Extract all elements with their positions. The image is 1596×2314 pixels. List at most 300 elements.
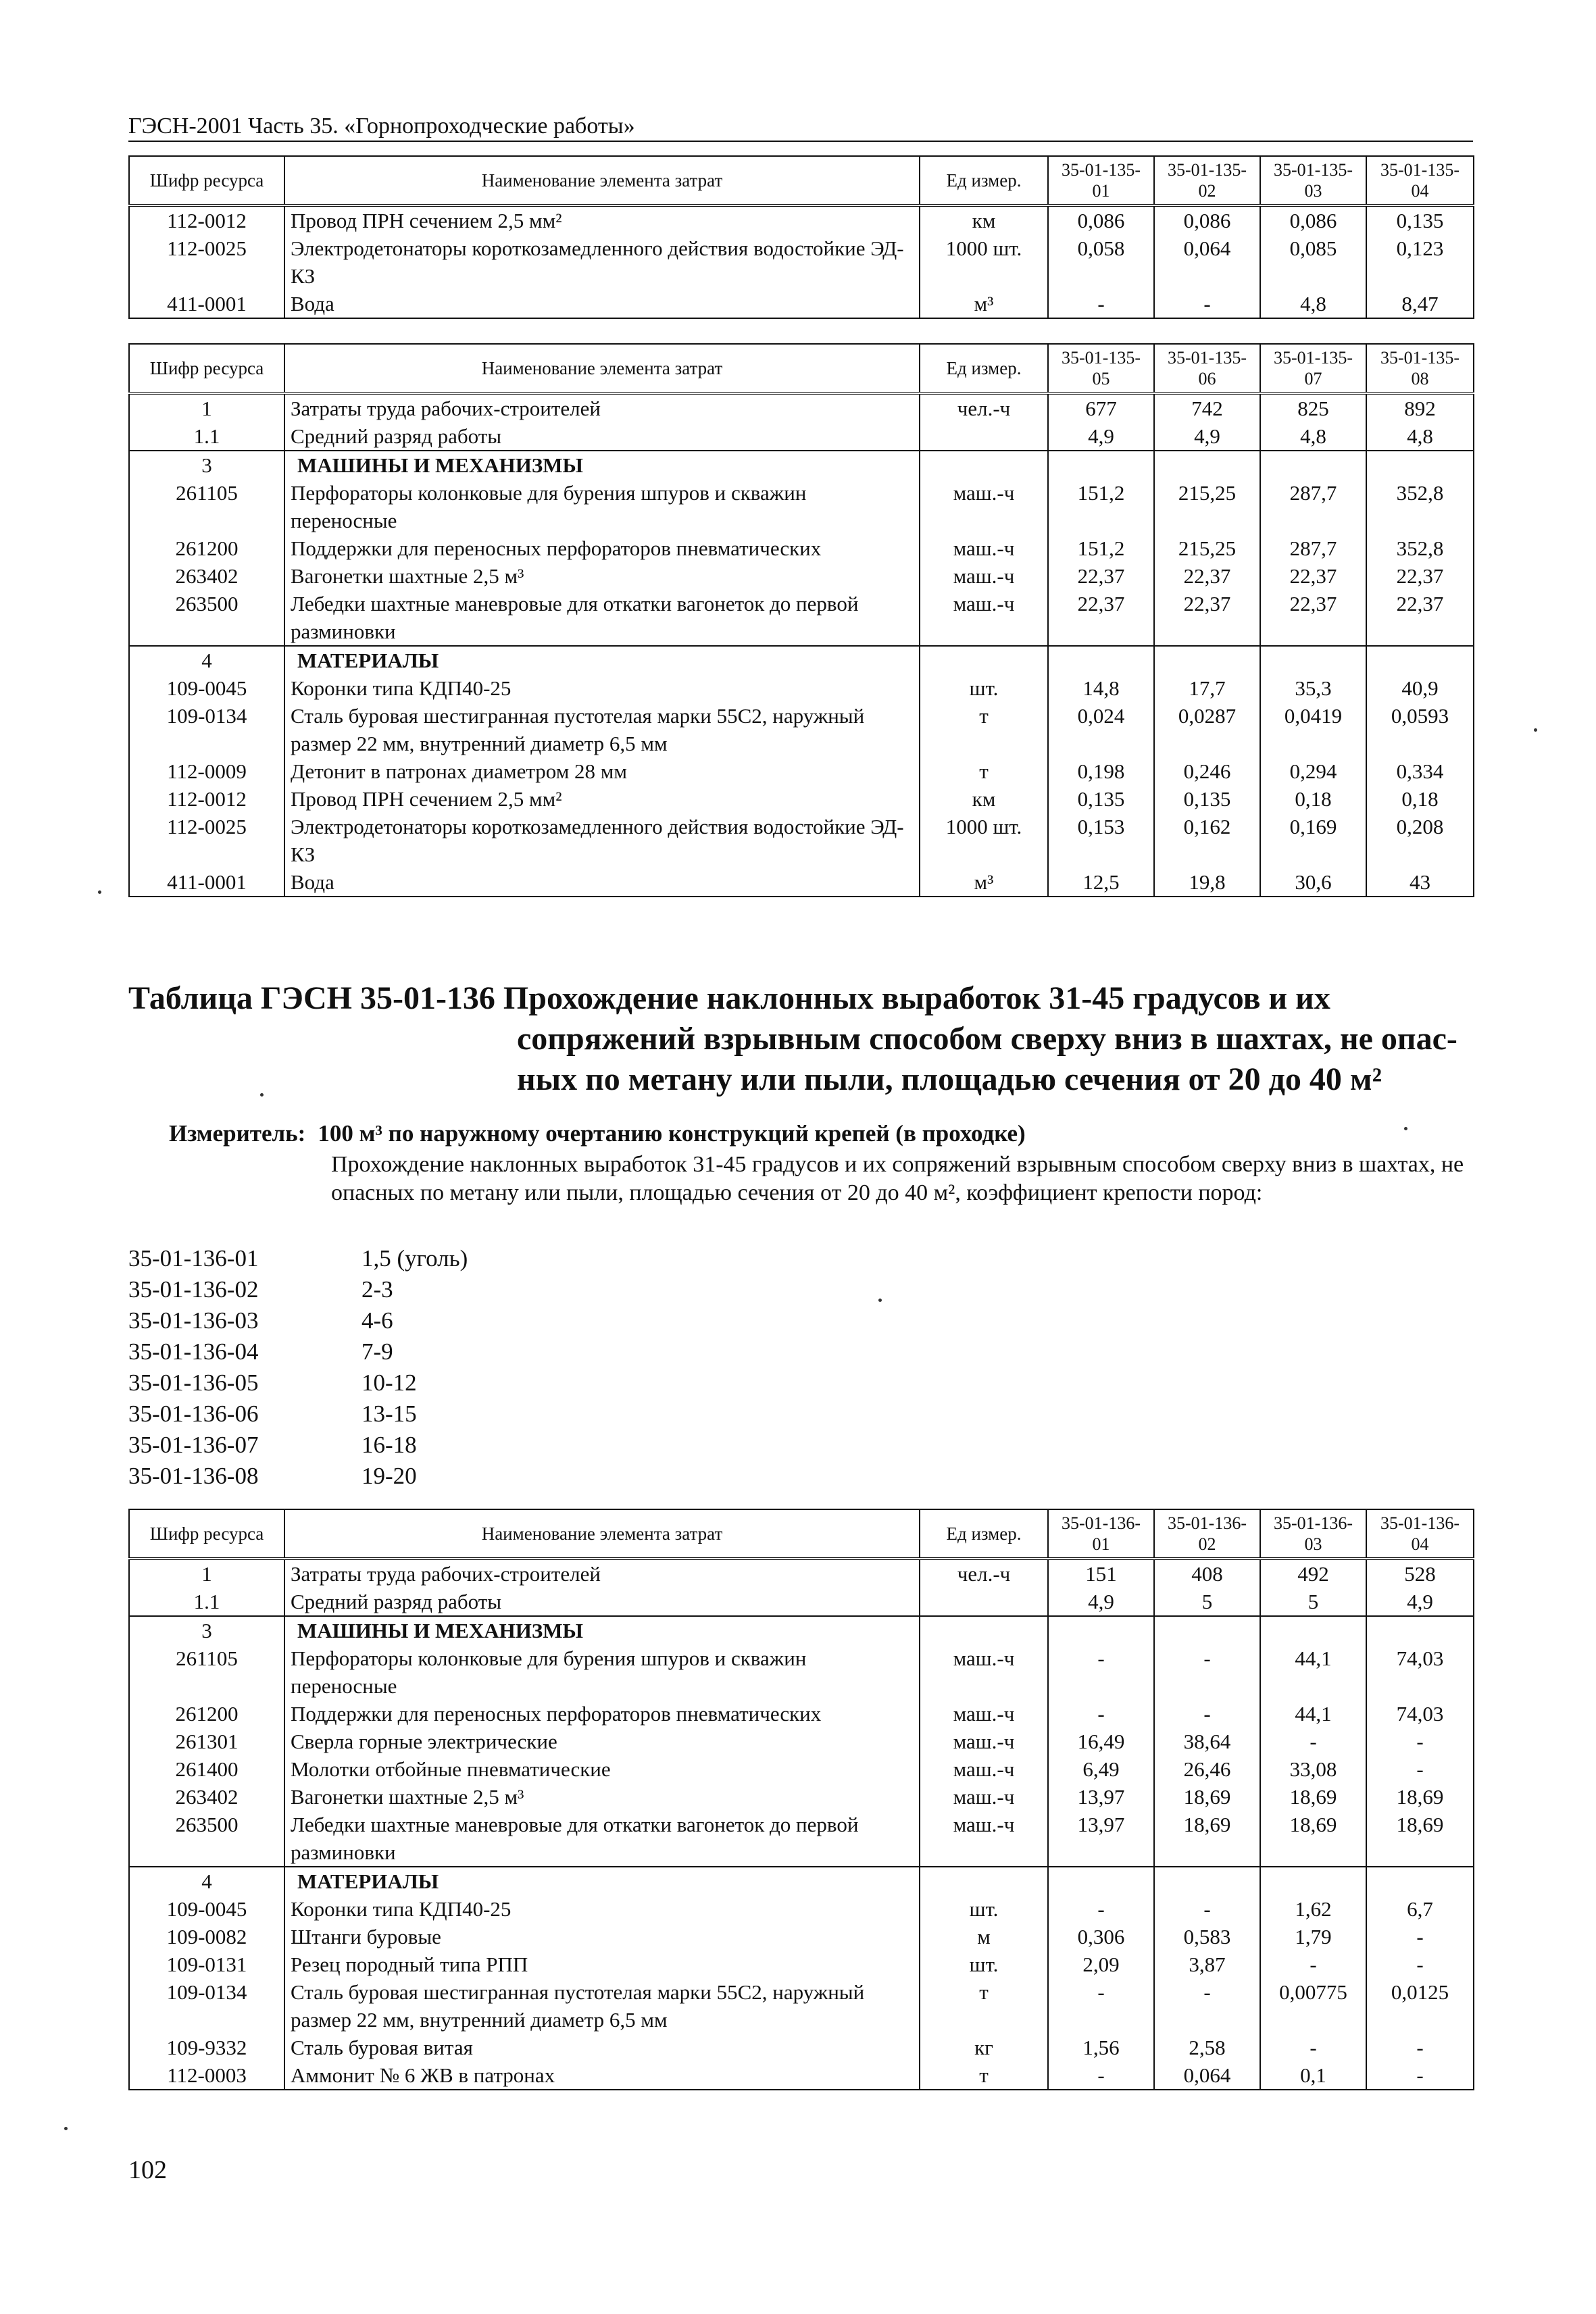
norm-value: 2,58: [1154, 2034, 1260, 2061]
norm-value: [1048, 646, 1154, 674]
norm-value: [1260, 646, 1366, 674]
rock-hardness: 2-3: [361, 1276, 393, 1303]
norm-value: [1048, 1616, 1154, 1644]
norm-value: 0,064: [1154, 234, 1260, 290]
norm-value: 0,024: [1048, 702, 1154, 757]
code-list-item: [128, 1367, 468, 1399]
scan-speck: [878, 1299, 882, 1302]
norm-value: 44,1: [1260, 1700, 1366, 1728]
norm-value: -: [1260, 1728, 1366, 1755]
code-list-item: [128, 1430, 468, 1461]
norm-value: 151: [1048, 1559, 1154, 1588]
resource-name: Сталь буровая шестигранная пустотелая марки 55С2, наружный размер 22 мм, внутренний диаметр 6,5 мм: [284, 1978, 920, 2034]
col-header-unit: Ед измер.: [920, 156, 1048, 205]
norm-value: 18,69: [1154, 1811, 1260, 1867]
resource-name: Электродетонаторы короткозамедленного действия водостойкие ЭД-КЗ: [284, 234, 920, 290]
norm-value: 0,246: [1154, 757, 1260, 785]
norm-value: 8,47: [1366, 290, 1474, 318]
resource-name: Перфораторы колонковые для бурения шпуров и скважин переносные: [284, 1644, 920, 1700]
section-title: МАТЕРИАЛЫ: [284, 646, 920, 674]
col-header-unit: Ед измер.: [920, 1509, 1048, 1559]
norm-value: 0,086: [1154, 205, 1260, 234]
norm-value: 4,9: [1048, 422, 1154, 451]
table-row: [129, 1895, 1474, 1923]
table-row: [129, 785, 1474, 813]
col-header-norm: 35-01-135-08: [1366, 344, 1474, 393]
norm-code: 35-01-136-03: [128, 1307, 259, 1334]
norm-value: -: [1366, 2034, 1474, 2061]
norm-value: 0,0287: [1154, 702, 1260, 757]
norm-value: [1154, 451, 1260, 479]
unit: маш.-ч: [920, 590, 1048, 646]
norm-value: [1048, 1867, 1154, 1895]
norm-value: 22,37: [1048, 590, 1154, 646]
norm-value: [1366, 451, 1474, 479]
norm-value: 0,123: [1366, 234, 1474, 290]
norm-value: 528: [1366, 1559, 1474, 1588]
resource-code: 263500: [129, 590, 284, 646]
col-header-code: Шифр ресурса: [129, 156, 284, 205]
unit: [920, 1588, 1048, 1616]
norm-value: 6,49: [1048, 1755, 1154, 1783]
table-row: [129, 205, 1474, 234]
resource-name: Провод ПРН сечением 2,5 мм²: [284, 205, 920, 234]
resource-name: Провод ПРН сечением 2,5 мм²: [284, 785, 920, 813]
table-title: [128, 978, 1480, 1100]
norm-value: 22,37: [1154, 590, 1260, 646]
unit: шт.: [920, 1951, 1048, 1978]
meter-label: Измеритель:: [169, 1120, 306, 1147]
table-row: [129, 1755, 1474, 1783]
norm-value: [1260, 1867, 1366, 1895]
resource-code: 112-0025: [129, 813, 284, 868]
norm-value: 742: [1154, 393, 1260, 422]
norm-value: 0,135: [1366, 205, 1474, 234]
rock-hardness: 10-12: [361, 1369, 417, 1396]
resource-code: 261105: [129, 479, 284, 534]
unit: маш.-ч: [920, 534, 1048, 562]
norm-value: 30,6: [1260, 868, 1366, 897]
code-list-item: [128, 1399, 468, 1430]
norm-value: -: [1048, 1895, 1154, 1923]
col-header-norm: 35-01-135-03: [1260, 156, 1366, 205]
unit: маш.-ч: [920, 1700, 1048, 1728]
resource-code: 109-9332: [129, 2034, 284, 2061]
table-row: [129, 1951, 1474, 1978]
col-header-name: Наименование элемента затрат: [284, 156, 920, 205]
resource-name: Сверла горные электрические: [284, 1728, 920, 1755]
norm-value: -: [1366, 1951, 1474, 1978]
norm-value: [1154, 1616, 1260, 1644]
code-list-item: [128, 1243, 468, 1274]
table-row: [129, 702, 1474, 757]
table-row: [129, 1559, 1474, 1588]
page-header: ГЭСН-2001 Часть 35. «Горнопроходческие работы»: [128, 114, 1473, 142]
table-row: [129, 1978, 1474, 2034]
unit: 1000 шт.: [920, 234, 1048, 290]
resource-name: Средний разряд работы: [284, 422, 920, 451]
norm-value: 825: [1260, 393, 1366, 422]
col-header-unit: Ед измер.: [920, 344, 1048, 393]
table-row: [129, 290, 1474, 318]
resource-name: Затраты труда рабочих-строителей: [284, 1559, 920, 1588]
col-header-norm: 35-01-135-06: [1154, 344, 1260, 393]
norm-value: 1,56: [1048, 2034, 1154, 2061]
resource-code: 263402: [129, 1783, 284, 1811]
resource-name: Коронки типа КДП40-25: [284, 1895, 920, 1923]
norm-value: 0,0593: [1366, 702, 1474, 757]
resource-code: 261400: [129, 1755, 284, 1783]
unit: маш.-ч: [920, 1728, 1048, 1755]
norm-value: -: [1366, 1728, 1474, 1755]
unit: м³: [920, 290, 1048, 318]
norm-value: 0,583: [1154, 1923, 1260, 1951]
meter: [169, 1120, 1026, 1147]
norm-value: 13,97: [1048, 1783, 1154, 1811]
unit: маш.-ч: [920, 1755, 1048, 1783]
resource-code: 109-0082: [129, 1923, 284, 1951]
table-row: [129, 757, 1474, 785]
unit: м³: [920, 868, 1048, 897]
norm-value: 0,306: [1048, 1923, 1154, 1951]
norm-value: 22,37: [1260, 590, 1366, 646]
resource-name: Перфораторы колонковые для бурения шпуров и скважин переносные: [284, 479, 920, 534]
resource-name: Лебедки шахтные маневровые для откатки вагонеток до первой разминовки: [284, 1811, 920, 1867]
norm-value: 4,9: [1154, 422, 1260, 451]
norm-value: 215,25: [1154, 479, 1260, 534]
resource-name: Резец породный типа РПП: [284, 1951, 920, 1978]
resource-code: 109-0045: [129, 674, 284, 702]
resource-name: Лебедки шахтные маневровые для откатки вагонеток до первой разминовки: [284, 590, 920, 646]
page-number: 102: [128, 2156, 167, 2184]
norm-value: 151,2: [1048, 534, 1154, 562]
scan-speck: [64, 2127, 68, 2130]
unit: маш.-ч: [920, 562, 1048, 590]
norm-value: 0,162: [1154, 813, 1260, 868]
norm-value: -: [1366, 2061, 1474, 2090]
meter-value: 100 м³ по наружному очертанию конструкций крепей (в проходке): [318, 1120, 1026, 1147]
norm-value: 22,37: [1366, 562, 1474, 590]
resource-code: 261200: [129, 534, 284, 562]
norm-value: 18,69: [1260, 1811, 1366, 1867]
rock-hardness: 16-18: [361, 1432, 417, 1458]
norm-value: 0,18: [1260, 785, 1366, 813]
table-row: [129, 2034, 1474, 2061]
norm-value: 16,49: [1048, 1728, 1154, 1755]
resource-code: 112-0003: [129, 2061, 284, 2090]
norm-value: 22,37: [1366, 590, 1474, 646]
unit: шт.: [920, 674, 1048, 702]
resource-code: 261301: [129, 1728, 284, 1755]
norm-value: -: [1154, 1895, 1260, 1923]
norm-value: 1,79: [1260, 1923, 1366, 1951]
resource-name: Сталь буровая шестигранная пустотелая марки 55С2, наружный размер 22 мм, внутренний диаметр 6,5 мм: [284, 702, 920, 757]
table-row: [129, 1783, 1474, 1811]
unit: [920, 451, 1048, 479]
resource-code: 112-0012: [129, 785, 284, 813]
norm-value: -: [1154, 290, 1260, 318]
resource-code: 112-0025: [129, 234, 284, 290]
norm-value: 0,153: [1048, 813, 1154, 868]
norm-value: 4,9: [1048, 1588, 1154, 1616]
unit: м: [920, 1923, 1048, 1951]
table-row: [129, 422, 1474, 451]
norm-value: 74,03: [1366, 1644, 1474, 1700]
norm-value: 0,198: [1048, 757, 1154, 785]
col-header-norm: 35-01-136-01: [1048, 1509, 1154, 1559]
table-row: [129, 674, 1474, 702]
resource-code: 261200: [129, 1700, 284, 1728]
resource-name: Вода: [284, 290, 920, 318]
norm-value: 0,1: [1260, 2061, 1366, 2090]
resource-name: Молотки отбойные пневматические: [284, 1755, 920, 1783]
norm-value: 0,0125: [1366, 1978, 1474, 2034]
norm-value: 352,8: [1366, 534, 1474, 562]
table-row: [129, 1588, 1474, 1616]
rock-hardness: 1,5 (уголь): [361, 1245, 468, 1272]
col-header-norm: 35-01-135-05: [1048, 344, 1154, 393]
unit: маш.-ч: [920, 1644, 1048, 1700]
unit: [920, 422, 1048, 451]
resource-code: 109-0045: [129, 1895, 284, 1923]
unit: шт.: [920, 1895, 1048, 1923]
scan-speck: [1404, 1127, 1407, 1130]
resource-code: 411-0001: [129, 868, 284, 897]
unit: [920, 1867, 1048, 1895]
norm-value: 0,18: [1366, 785, 1474, 813]
norm-code: 35-01-136-08: [128, 1463, 259, 1489]
unit: кг: [920, 2034, 1048, 2061]
norm-value: 4,8: [1260, 290, 1366, 318]
norm-value: 18,69: [1366, 1783, 1474, 1811]
norm-value: 408: [1154, 1559, 1260, 1588]
resource-code: 109-0134: [129, 1978, 284, 2034]
norm-code: 35-01-136-06: [128, 1401, 259, 1427]
norm-value: 44,1: [1260, 1644, 1366, 1700]
norm-value: 0,208: [1366, 813, 1474, 868]
resource-code: 3: [129, 1616, 284, 1644]
resource-name: Электродетонаторы короткозамедленного действия водостойкие ЭД-КЗ: [284, 813, 920, 868]
norm-value: 0,064: [1154, 2061, 1260, 2090]
rock-hardness: 19-20: [361, 1463, 417, 1489]
norm-value: -: [1366, 1755, 1474, 1783]
table-row: [129, 1728, 1474, 1755]
resource-code: 109-0134: [129, 702, 284, 757]
norm-value: 43: [1366, 868, 1474, 897]
unit: маш.-ч: [920, 1811, 1048, 1867]
norm-value: 22,37: [1048, 562, 1154, 590]
code-list-item: [128, 1461, 468, 1492]
norm-value: 1,62: [1260, 1895, 1366, 1923]
norm-value: 0,086: [1048, 205, 1154, 234]
norm-value: 677: [1048, 393, 1154, 422]
section-title: МАШИНЫ И МЕХАНИЗМЫ: [284, 451, 920, 479]
section-title: МАШИНЫ И МЕХАНИЗМЫ: [284, 1616, 920, 1644]
table-row: [129, 646, 1474, 674]
norm-code: 35-01-136-01: [128, 1245, 259, 1272]
table-row: [129, 1811, 1474, 1867]
norm-value: 4,8: [1260, 422, 1366, 451]
unit: [920, 646, 1048, 674]
resource-code: 1: [129, 1559, 284, 1588]
resource-name: Коронки типа КДП40-25: [284, 674, 920, 702]
table-row: [129, 590, 1474, 646]
norm-value: 26,46: [1154, 1755, 1260, 1783]
norm-value: 35,3: [1260, 674, 1366, 702]
norm-value: [1366, 1616, 1474, 1644]
norm-value: 2,09: [1048, 1951, 1154, 1978]
norm-value: 287,7: [1260, 479, 1366, 534]
norm-value: 33,08: [1260, 1755, 1366, 1783]
norm-value: 0,00775: [1260, 1978, 1366, 2034]
norm-value: 0,0419: [1260, 702, 1366, 757]
norm-value: 492: [1260, 1559, 1366, 1588]
unit: т: [920, 1978, 1048, 2034]
unit: маш.-ч: [920, 479, 1048, 534]
unit: [920, 1616, 1048, 1644]
col-header-norm: 35-01-135-01: [1048, 156, 1154, 205]
norm-value: [1260, 1616, 1366, 1644]
unit: чел.-ч: [920, 393, 1048, 422]
norm-value: [1154, 646, 1260, 674]
norm-value: 17,7: [1154, 674, 1260, 702]
table-row: [129, 479, 1474, 534]
norm-value: -: [1048, 2061, 1154, 2090]
norm-value: 6,7: [1366, 1895, 1474, 1923]
norm-code: 35-01-136-07: [128, 1432, 259, 1458]
norm-value: [1366, 646, 1474, 674]
code-list-item: [128, 1305, 468, 1336]
unit: км: [920, 205, 1048, 234]
resource-code: 4: [129, 1867, 284, 1895]
table-row: [129, 868, 1474, 897]
resource-code: 3: [129, 451, 284, 479]
resource-name: Детонит в патронах диаметром 28 мм: [284, 757, 920, 785]
col-header-norm: 35-01-136-02: [1154, 1509, 1260, 1559]
norm-value: 0,085: [1260, 234, 1366, 290]
table-title-line-2: сопряжений взрывным способом сверху вниз в шахтах, не опас-: [517, 1021, 1457, 1057]
resource-table-135-05-08: [128, 343, 1474, 897]
norm-value: 0,086: [1260, 205, 1366, 234]
resource-name: Вагонетки шахтные 2,5 м³: [284, 1783, 920, 1811]
norm-value: [1260, 451, 1366, 479]
resource-code: 261105: [129, 1644, 284, 1700]
unit: км: [920, 785, 1048, 813]
table-row: [129, 451, 1474, 479]
norm-value: 287,7: [1260, 534, 1366, 562]
norm-value: 0,135: [1154, 785, 1260, 813]
resource-code: 109-0131: [129, 1951, 284, 1978]
resource-code: 112-0012: [129, 205, 284, 234]
section-title: МАТЕРИАЛЫ: [284, 1867, 920, 1895]
norm-value: 18,69: [1366, 1811, 1474, 1867]
norm-value: [1154, 1867, 1260, 1895]
resource-code: 263500: [129, 1811, 284, 1867]
norm-value: 22,37: [1154, 562, 1260, 590]
scan-speck: [1534, 728, 1537, 732]
norm-value: 151,2: [1048, 479, 1154, 534]
norm-value: -: [1260, 2034, 1366, 2061]
code-list-item: [128, 1336, 468, 1367]
norm-value: 3,87: [1154, 1951, 1260, 1978]
norm-code: 35-01-136-05: [128, 1369, 259, 1396]
code-list: [128, 1243, 468, 1492]
norm-value: 13,97: [1048, 1811, 1154, 1867]
col-header-norm: 35-01-135-02: [1154, 156, 1260, 205]
resource-code: 4: [129, 646, 284, 674]
col-header-norm: 35-01-135-04: [1366, 156, 1474, 205]
table-row: [129, 534, 1474, 562]
norm-value: 5: [1260, 1588, 1366, 1616]
norm-code: 35-01-136-02: [128, 1276, 259, 1303]
norm-value: 38,64: [1154, 1728, 1260, 1755]
norm-value: 14,8: [1048, 674, 1154, 702]
norm-value: 19,8: [1154, 868, 1260, 897]
norm-value: -: [1366, 1923, 1474, 1951]
norm-value: 4,9: [1366, 1588, 1474, 1616]
norm-value: 0,058: [1048, 234, 1154, 290]
unit: 1000 шт.: [920, 813, 1048, 868]
work-description: Прохождение наклонных выработок 31-45 градусов и их сопряжений взрывным способом сверху вниз в шахтах, не опасных по метану или пыли, площадью сечения от 20 до 40 м², коэффициент крепости пород:: [331, 1152, 1464, 1205]
resource-name: Вагонетки шахтные 2,5 м³: [284, 562, 920, 590]
resource-code: 1: [129, 393, 284, 422]
unit: чел.-ч: [920, 1559, 1048, 1588]
norm-value: 215,25: [1154, 534, 1260, 562]
col-header-code: Шифр ресурса: [129, 344, 284, 393]
unit: т: [920, 757, 1048, 785]
col-header-name: Наименование элемента затрат: [284, 1509, 920, 1559]
table-title-line-1: Таблица ГЭСН 35-01-136 Прохождение наклонных выработок 31-45 градусов и их: [128, 980, 1330, 1016]
resource-code: 1.1: [129, 422, 284, 451]
resource-code: 411-0001: [129, 290, 284, 318]
resource-code: 263402: [129, 562, 284, 590]
resource-name: Аммонит № 6 ЖВ в патронах: [284, 2061, 920, 2090]
norm-value: 352,8: [1366, 479, 1474, 534]
col-header-name: Наименование элемента затрат: [284, 344, 920, 393]
col-header-norm: 35-01-135-07: [1260, 344, 1366, 393]
resource-table-136-01-04: [128, 1509, 1474, 2090]
norm-value: 0,135: [1048, 785, 1154, 813]
norm-value: [1366, 1867, 1474, 1895]
norm-value: 40,9: [1366, 674, 1474, 702]
norm-value: 4,8: [1366, 422, 1474, 451]
resource-name: Средний разряд работы: [284, 1588, 920, 1616]
table-row: [129, 1867, 1474, 1895]
scan-speck: [260, 1093, 264, 1097]
norm-value: -: [1048, 1644, 1154, 1700]
table-row: [129, 234, 1474, 290]
norm-value: -: [1154, 1978, 1260, 2034]
table-row: [129, 813, 1474, 868]
col-header-norm: 35-01-136-03: [1260, 1509, 1366, 1559]
resource-name: Поддержки для переносных перфораторов пневматических: [284, 1700, 920, 1728]
table-row: [129, 1616, 1474, 1644]
norm-value: 0,294: [1260, 757, 1366, 785]
unit: маш.-ч: [920, 1783, 1048, 1811]
norm-value: [1048, 451, 1154, 479]
norm-value: -: [1154, 1700, 1260, 1728]
resource-name: Вода: [284, 868, 920, 897]
norm-value: -: [1048, 1978, 1154, 2034]
rock-hardness: 7-9: [361, 1338, 393, 1365]
table-row: [129, 1923, 1474, 1951]
resource-table-135-01-04: [128, 155, 1474, 319]
norm-value: 0,169: [1260, 813, 1366, 868]
norm-value: 18,69: [1260, 1783, 1366, 1811]
resource-code: 1.1: [129, 1588, 284, 1616]
resource-name: Сталь буровая витая: [284, 2034, 920, 2061]
norm-value: 0,334: [1366, 757, 1474, 785]
